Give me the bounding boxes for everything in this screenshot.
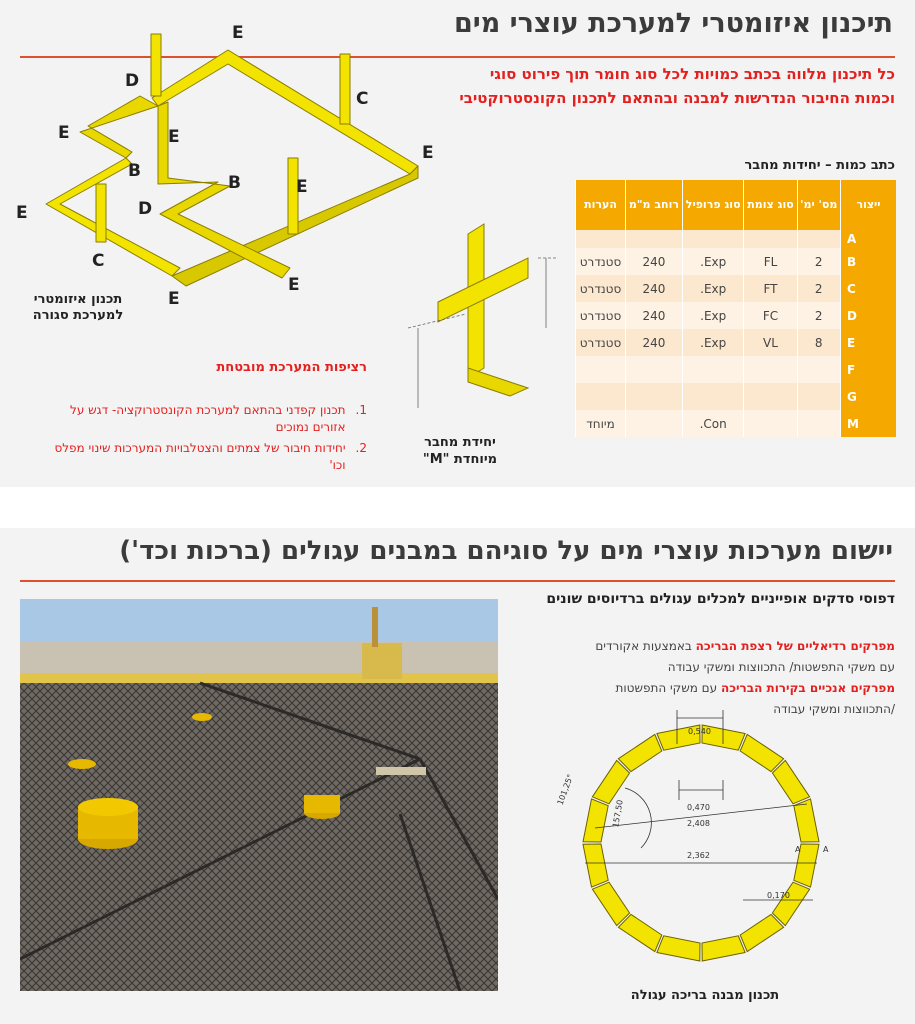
joints-line (515, 678, 895, 699)
section-label: A (795, 845, 801, 854)
ring-segment (583, 844, 608, 887)
cell-joint: VL (744, 329, 797, 356)
connector-caption-line: מיוחדת "M" (422, 452, 498, 467)
connector-caption-line: יחידת מחבר (424, 435, 496, 450)
table-row (576, 329, 897, 356)
cell-joint (744, 356, 797, 383)
cell-notes: מיוחד (576, 410, 626, 437)
cell-width: 240 (626, 248, 683, 275)
panel1-title: תיכנון איזומטרי למערכת עוצרי מים (453, 8, 893, 39)
quantity-table (575, 180, 896, 437)
cell-count (797, 230, 841, 248)
table-row (576, 410, 897, 437)
cell-notes: סטנדרט (576, 302, 626, 329)
col-header: סוג פרופיל (682, 180, 744, 230)
continuity-heading: רציפות המערכת מובטחת (216, 360, 367, 375)
iso-label: C (92, 251, 105, 271)
cell-notes (576, 383, 626, 410)
cell-count (797, 383, 841, 410)
cell-profile (682, 356, 744, 383)
panel2-title: יישום מערכות עוצרי מים על סוגיהם במבנים עגולים (ברכות וכד') (119, 536, 893, 566)
iso-post (340, 54, 350, 124)
cell-joint: FT (744, 275, 797, 302)
point-num: 2. (355, 441, 367, 455)
cell-width (626, 410, 683, 437)
table-row (576, 383, 897, 410)
cell-joint (744, 230, 797, 248)
col-header: מס' ימ' (797, 180, 841, 230)
table-row (576, 356, 897, 383)
ring-segment (583, 799, 608, 842)
ring-segment (618, 914, 661, 951)
iso-label: E (288, 275, 300, 295)
col-header: ייצור (841, 180, 897, 230)
iso-label: B (228, 173, 241, 193)
iso-label: E (422, 143, 434, 163)
angle-label: 101,25° (555, 773, 576, 807)
iso-post (96, 184, 106, 242)
cell-count: 2 (797, 302, 841, 329)
point-item (37, 440, 367, 474)
joints-red-text: מפרקים רדיאליים של רצפת הבריכה (695, 639, 895, 653)
points-list (37, 402, 367, 474)
section-label: A (823, 845, 829, 854)
iso-label: E (58, 123, 70, 143)
iso-label: C (356, 89, 369, 109)
cell-profile (682, 383, 744, 410)
table-row (576, 230, 897, 248)
iso-band (152, 50, 418, 174)
joints-text-rest: עם משקי התפשטות (615, 681, 721, 695)
joints-red-text: מפרקים (846, 681, 895, 695)
cell-notes: סטנדרט (576, 329, 626, 356)
iso-band (80, 96, 158, 158)
row-id-cell: D (841, 302, 897, 329)
table-row (576, 275, 897, 302)
site-photo (20, 599, 498, 991)
cell-profile (682, 230, 744, 248)
cell-count: 2 (797, 275, 841, 302)
row-id-cell: A (841, 230, 897, 248)
pool-ring-diagram (555, 708, 855, 988)
ring-segment (592, 882, 629, 925)
iso-label: D (138, 199, 153, 219)
cell-profile: Exp. (682, 302, 744, 329)
cell-joint (744, 383, 797, 410)
connector-caption (400, 434, 520, 468)
col-header: סוג צומת (744, 180, 797, 230)
ring-segment (740, 914, 783, 951)
isometric-panel (0, 0, 915, 487)
table-header-row (576, 180, 897, 230)
point-num: 1. (355, 403, 367, 417)
row-id-cell: E (841, 329, 897, 356)
iso-label: D (125, 71, 140, 91)
cell-width (626, 356, 683, 383)
row-id-cell: F (841, 356, 897, 383)
dim-label: 0,540 (688, 727, 711, 736)
point-item (37, 402, 367, 436)
cell-notes: סטנדרט (576, 275, 626, 302)
cell-notes: סטנדרט (576, 248, 626, 275)
row-id-cell: G (841, 383, 897, 410)
cell-profile: Exp. (682, 329, 744, 356)
point-text: תכנון קפדני בהתאם למערכת הקונסטרוקציה- דגש על אזורים נמוכים (70, 403, 346, 434)
dim-label: 0,170 (767, 891, 790, 900)
iso-label: E (16, 203, 28, 223)
col-header: רוחב מ"מ (626, 180, 683, 230)
iso-caption-line: למערכת סגורה (32, 308, 124, 323)
ring-segment (772, 882, 809, 925)
point-text: יחידות חיבור של צמתים והצטלבויות המערכות שינוי מפלס וכו' (54, 441, 346, 472)
joints-line: /התכווצות ומשקי עבודה (773, 702, 895, 716)
iso-label: B (128, 161, 141, 181)
ring-caption: תכנון מבנה בריכה עגולה (630, 988, 780, 1003)
cell-width (626, 230, 683, 248)
application-panel (0, 528, 915, 1024)
connector-m-diagram (398, 218, 568, 418)
dim-label: 2,408 (687, 819, 710, 828)
row-id-cell: C (841, 275, 897, 302)
subtitle: דפוסי סדקים אופייניים למכלים עגולים ברדיוסים שונים (546, 591, 895, 607)
col-header: הערות (576, 180, 626, 230)
iso-label: E (296, 177, 308, 197)
angle-label: 157,50 (611, 799, 625, 829)
iso-post (151, 34, 161, 96)
cell-count: 8 (797, 329, 841, 356)
cell-count: 2 (797, 248, 841, 275)
dim-label: 0,470 (687, 803, 710, 812)
ring-segment (702, 936, 745, 961)
cell-notes (576, 230, 626, 248)
joints-line: עם משקי התפשטות/ התכווצות ומשקי עבודה (667, 660, 895, 674)
cell-width: 240 (626, 329, 683, 356)
table-row (576, 302, 897, 329)
table-row (576, 248, 897, 275)
ring-segment (592, 760, 629, 803)
iso-label: E (232, 23, 244, 43)
dim-label: 2,362 (687, 851, 710, 860)
cell-joint: FC (744, 302, 797, 329)
cell-width: 240 (626, 302, 683, 329)
ring-segment (618, 734, 661, 771)
ring-segment (740, 734, 783, 771)
cell-count (797, 356, 841, 383)
iso-label: E (168, 289, 180, 309)
cell-profile: Con. (682, 410, 744, 437)
cell-count (797, 410, 841, 437)
cell-notes (576, 356, 626, 383)
cell-profile: Exp. (682, 248, 744, 275)
ring-segment (772, 760, 809, 803)
table-title: כתב כמות – יחידות מחבר (744, 158, 895, 173)
intro-text: כל תיכנון מלווה בכתב כמויות לכל סוג חומר תוך פירוט סוגי וכמות החיבור הנדרשות למבנה ובהתאם לתכנון הקונסטרוקטיבי (459, 65, 895, 107)
connector-foot (468, 368, 528, 396)
row-id-cell: B (841, 248, 897, 275)
title-divider (20, 580, 895, 582)
joints-red-text: אנכיים בקירות הבריכה (720, 681, 847, 695)
cell-width (626, 383, 683, 410)
cell-profile: Exp. (682, 275, 744, 302)
joints-text-rest: באמצעות אקורדים (595, 639, 696, 653)
isometric-diagram (10, 18, 450, 318)
iso-caption-line: תכנון איזומטרי (33, 292, 123, 307)
cell-joint (744, 410, 797, 437)
iso-caption (18, 292, 138, 324)
row-id-cell: M (841, 410, 897, 437)
joints-line (515, 636, 895, 657)
ring-segment (657, 936, 700, 961)
cell-joint: FL (744, 248, 797, 275)
iso-label: E (168, 127, 180, 147)
cell-width: 240 (626, 275, 683, 302)
